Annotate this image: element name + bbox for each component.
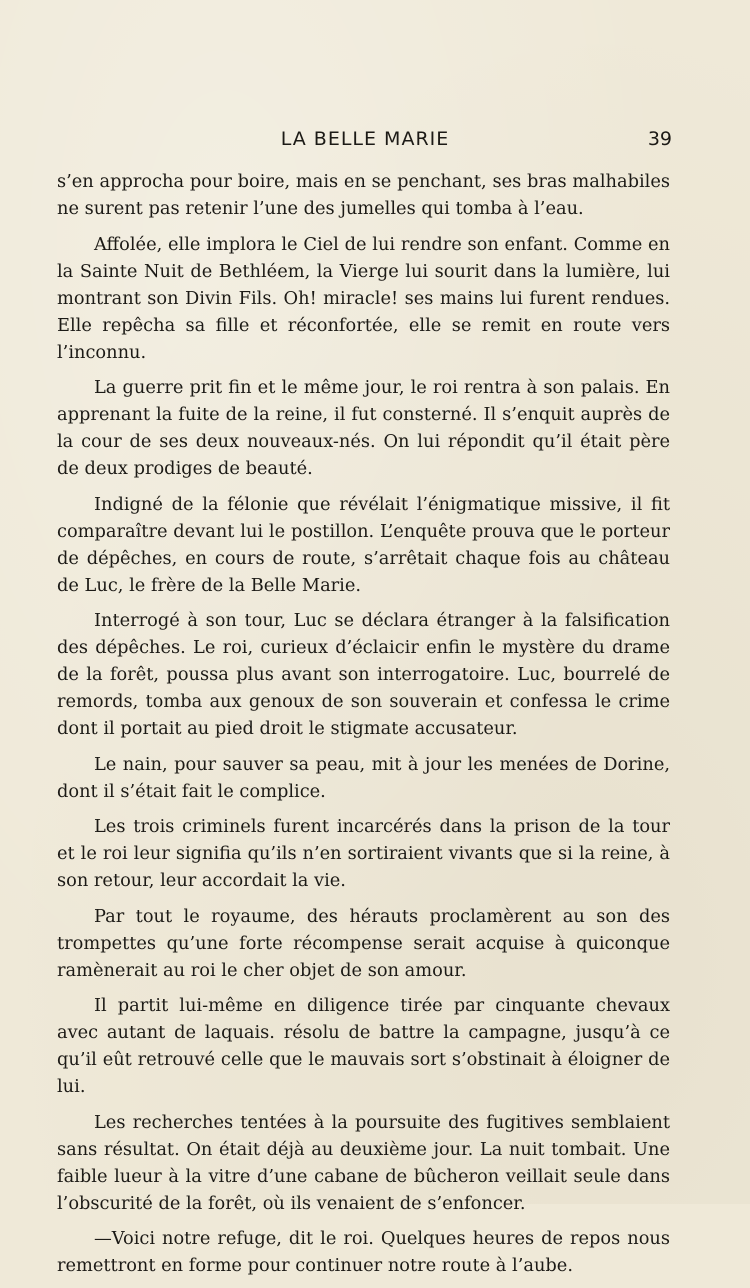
paragraph: Le nain, pour sauver sa peau, mit à jour les menées de Dorine, dont il s’était fait le complice. bbox=[57, 753, 670, 802]
paragraph: Par tout le royaume, des hérauts proclamèrent au son des trompettes qu’une forte récompense serait acquise à quiconque ramènerait au roi le cher objet de son amour. bbox=[57, 905, 670, 981]
page-number: 39 bbox=[647, 128, 672, 150]
paragraph: Il partit lui-même en diligence tirée par cinquante chevaux avec autant de laquais. résolu de battre la campagne, jusqu’à ce qu’il eût retrouvé celle que le mauvais sort s’obstinait à éloigner de lui. bbox=[57, 995, 670, 1097]
body-text bbox=[57, 168, 670, 1288]
paragraph: Les trois criminels furent incarcérés dans la prison de la tour et le roi leur signifia qu’ils n’en sortiraient vivants que si la reine, à son retour, leur accordait la vie. bbox=[57, 816, 670, 891]
paragraph: Interrogé à son tour, Luc se déclara étranger à la falsification des dépêches. Le roi, curieux d’éclaicir enfin le mystère du drame de la forêt, poussa plus avant son interrogatoire. Luc, bourrelé de remords, tomba aux genoux de son souverain et confessa le crime dont il portait au pied droit le stigmate accusateur. bbox=[57, 610, 670, 739]
paragraph: La guerre prit fin et le même jour, le roi rentra à son palais. En apprenant la fuite de la reine, il fut consterné. Il s’enquit auprès de la cour de ses deux nouveaux-nés. On lui répondit qu’il était père de deux prodiges de beauté. bbox=[57, 377, 670, 479]
paragraph: Les recherches tentées à la poursuite des fugitives semblaient sans résultat. On était déjà au deuxième jour. La nuit tombait. Une faible lueur à la vitre d’une cabane de bûcheron veillait seule dans l’obscurité de la forêt, où ils venaient de s’enfoncer. bbox=[57, 1111, 670, 1214]
running-header bbox=[58, 128, 672, 154]
paragraph: Indigné de la félonie que révélait l’énigmatique missive, il fit comparaître devant lui le postillon. L’enquête prouva que le porteur de dépêches, en cours de route, s’arrêtait chaque fois au château de Luc, le frère de la Belle Marie. bbox=[57, 493, 670, 596]
paragraph: Affolée, elle implora le Ciel de lui rendre son enfant. Comme en la Sainte Nuit de Bethléem, la Vierge lui sourit dans la lumière, lui montrant son Divin Fils. Oh! miracle! ses mains lui furent rendues. Elle repêcha sa fille et réconfortée, elle se remit en route vers l’inconnu. bbox=[57, 233, 670, 363]
chapter-title: LA BELLE MARIE bbox=[280, 128, 450, 150]
paragraph: s’en approcha pour boire, mais en se penchant, ses bras malhabiles ne surent pas retenir l’une des jumelles qui tomba à l’eau. bbox=[57, 171, 670, 219]
paragraph: —Voici notre refuge, dit le roi. Quelques heures de repos nous remettront en forme pour continuer notre route à l’aube. bbox=[57, 1228, 670, 1276]
